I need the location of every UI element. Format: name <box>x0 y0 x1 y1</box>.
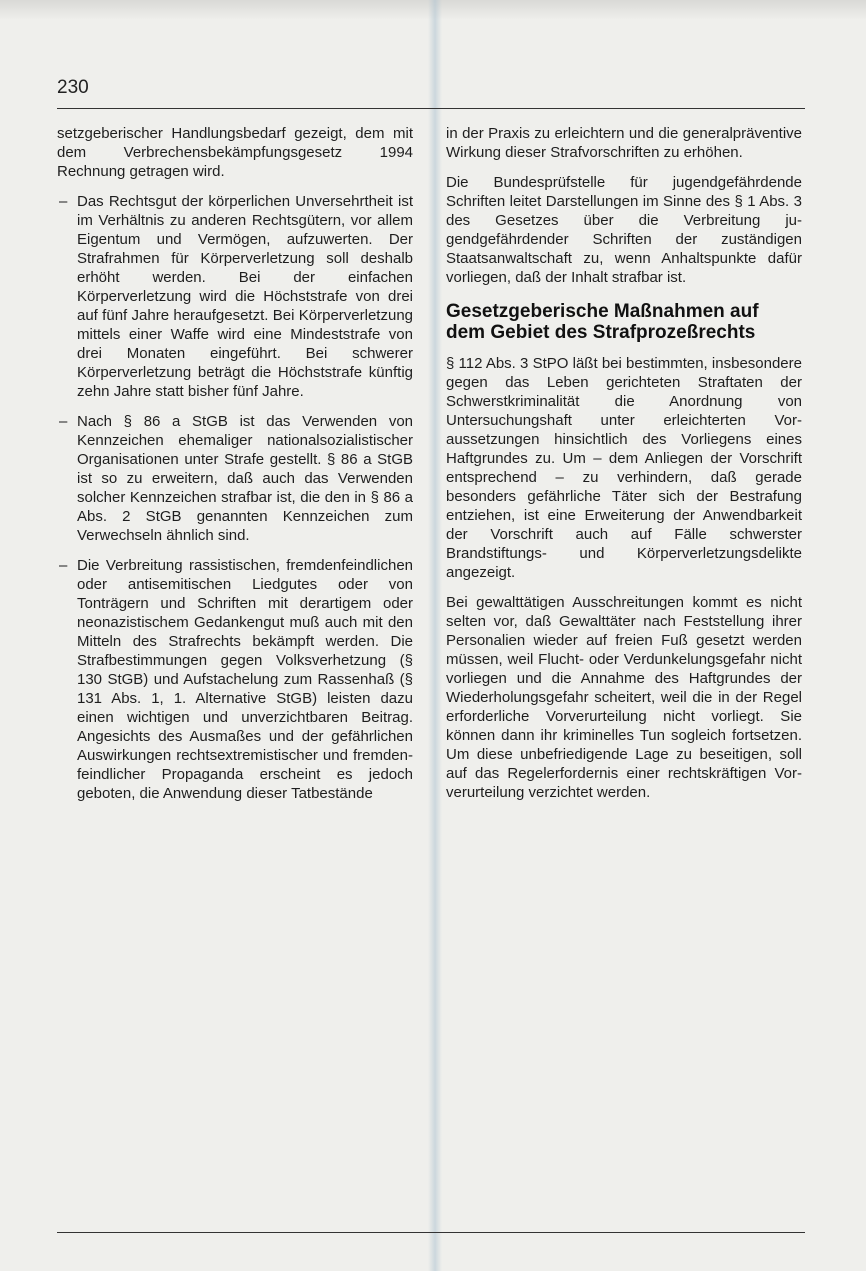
list-item-kennzeichen: – Nach § 86 a StGB ist das Verwenden von Kennzeichen ehemaliger nationalsozialistischer Organisationen unter Strafe gestellt. § 86 a StGB ist so zu erweitern, daß auch das Verwenden solcher Kennzeichen strafbar ist, die den in § 86 a Abs. 2 StGB genannten Kennzeichen zum Verwechseln ähnlich sind. <box>57 412 413 545</box>
left-column <box>57 124 413 814</box>
right-continuation-paragraph: in der Praxis zu erleichtern und die generalpräventive Wirkung dieser Strafvorschriften zu erhöhen. <box>446 125 802 161</box>
section-heading: Gesetzgeberische Maßnahmen auf dem Gebiet des Strafprozeßrechts <box>446 301 759 343</box>
measures-list <box>57 192 413 803</box>
list-item-koerperverletzung: – Das Rechtsgut der körperlichen Unversehrtheit ist im Verhältnis zu anderen Rechtsgütern, vor allem Eigentum und Vermögen, aufzuwerten. Der Strafrahmen für Körperverletzung soll deshalb erhöht werden. Bei der einfachen Körperverletzung wird die Höchststrafe von drei auf fünf Jahre heraufgesetzt. Bei Körperverletzung mittels einer Waffe wird eine Mindeststrafe von drei Monaten eingeführt. Bei schwerer Körperverletzung beträgt die Höchststrafe künftig zehn Jahre statt bisher fünf Jahre. <box>57 192 413 401</box>
stpo-112-paragraph: § 112 Abs. 3 StPO läßt bei bestimmten, insbesondere gegen das Leben gerichteten Straftaten der Schwerstkriminalität die Anordnung von Untersuchungshaft unter erleichterten Voraussetzungen hinsichtlich des Vorliegens eines Haftgrundes zu. Um – dem Anliegen der Vorschrift entsprechend – zu verhindern, daß gerade besonders gefährliche Täter sich der Bestrafung entziehen, ist eine Erweiterung der Anwendbarkeit der Vorschrift auch auf Fälle schwerster Brandstiftungs- und Körperverletzungsdelikte angezeigt. <box>446 355 802 581</box>
left-intro-paragraph: setzgeberischer Handlungsbedarf gezeigt, dem mit dem Verbrechensbekämpfungsgesetz 1994 Rechnung getragen wird. <box>57 125 413 180</box>
page-number: 230 <box>57 77 89 98</box>
list-item-volksverhetzung: – Die Verbreitung rassistischen, fremdenfeindlichen oder antisemitischen Liedgutes oder von Tonträgern und Schriften mit derartigem oder neonazistischem Gedankengut muß auch mit den Mitteln des Strafrechts bekämpft werden. Die Strafbestimmungen gegen Volksverhetzung (§ 130 StGB) und Aufstachelung zum Rassenhaß (§ 131 Abs. 1, 1. Alternative StGB) leisten dazu einen wichtigen und unverzichtbaren Beitrag. Angesichts des Ausmaßes und der gefährlichen Auswirkungen rechtsextremistischer und fremdenfeindlicher Propaganda erscheint es jedoch geboten, die Anwendung dieser Tatbestände <box>57 556 413 803</box>
footer-rule <box>57 1232 805 1233</box>
right-column <box>446 124 802 813</box>
bundespruefstelle-paragraph: Die Bundesprüfstelle für jugendgefährdende Schriften leitet Darstellungen im Sinne des § 1 Abs. 3 des Gesetzes über die Verbreitung jugendgefährdender Schriften der zuständigen Staatsanwaltschaft zu, wenn Anhaltspunkte dafür vorliegen, daß der Inhalt strafbar ist. <box>446 174 802 286</box>
header-rule <box>57 108 805 109</box>
scan-fold-shadow <box>428 0 442 1271</box>
ausschreitungen-paragraph: Bei gewalttätigen Ausschreitungen kommt es nicht selten vor, daß Gewalttäter nach Feststellung ihrer Personalien wieder auf freien Fuß gesetzt werden müssen, weil Flucht- oder Verdunkelungsgefahr nicht vorliegen und die Annahme des Haftgrundes der Wiederholungsgefahr scheitert, weil die in der Regel erforderliche Vorverurteilung nicht vorliegt. Sie können dann ihr kriminelles Tun sogleich fortsetzen. Um diese unbefriedigende Lage zu beseitigen, soll auf das Regelerfordernis einer rechtskräftigen Vorverurteilung verzichtet werden. <box>446 594 802 801</box>
